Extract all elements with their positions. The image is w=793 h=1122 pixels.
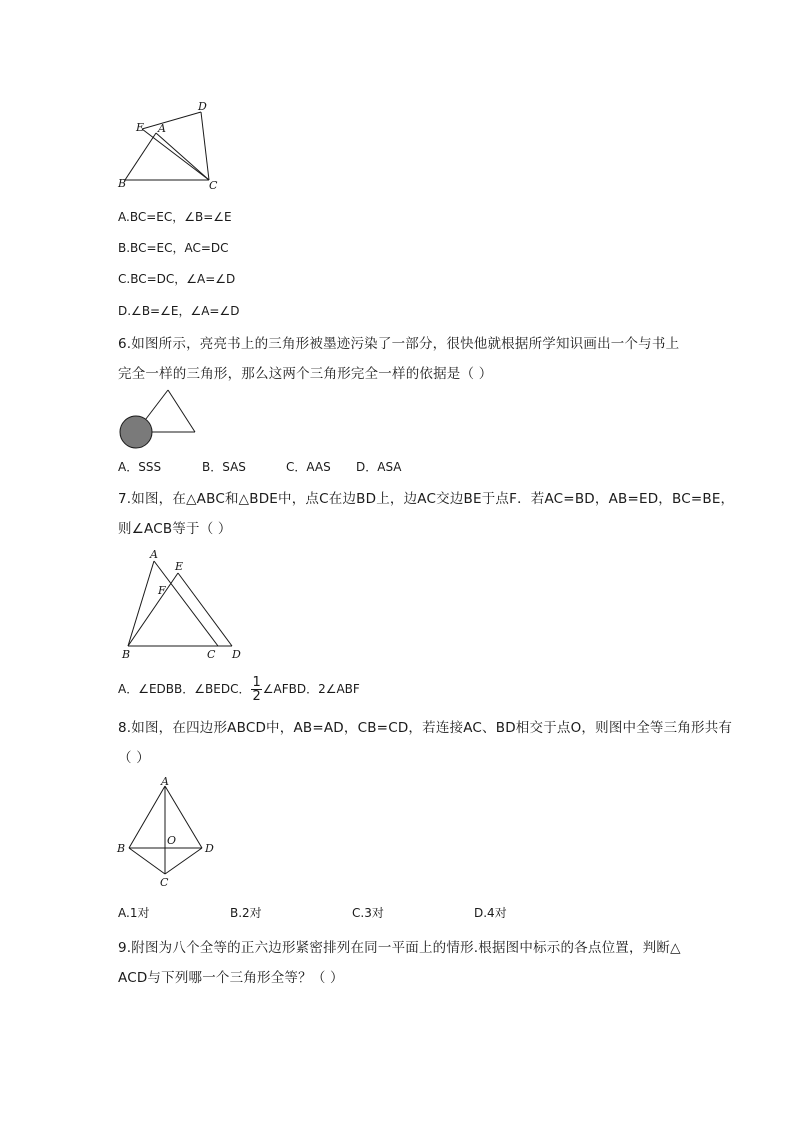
q6-diagram	[116, 384, 206, 450]
q7-fraction	[251, 676, 261, 703]
q7-label-d: D	[232, 648, 241, 661]
q8-label-b: B	[117, 842, 126, 855]
q8-figure	[114, 774, 224, 894]
q5-option-b: B.BC=EC，AC=DC	[118, 241, 229, 255]
q5-label-a: A	[158, 122, 166, 135]
q7-label-b: B	[122, 648, 131, 661]
q6-figure	[116, 384, 206, 450]
q8-diagram	[114, 774, 224, 894]
q8-text-line2: （ ）	[118, 750, 150, 766]
q7-figure	[114, 544, 254, 668]
q7-fraction-denominator: 2	[252, 689, 261, 704]
q6-option-c: C．AAS	[286, 460, 331, 474]
q7-fraction-numerator: 1	[252, 675, 261, 690]
q8-text-line1: 8.如图，在四边形ABCD中，AB=AD，CB=CD，若连接AC、BD相交于点O，则图中全等三角形共有	[118, 720, 733, 736]
q5-diagram	[112, 98, 232, 198]
q5-option-a: A.BC=EC，∠B=∠E	[118, 210, 232, 224]
q7-diagram	[114, 544, 254, 668]
q5-option-c: C.BC=DC，∠A=∠D	[118, 272, 236, 286]
q7-label-c: C	[207, 648, 216, 661]
q8-label-o: O	[167, 834, 177, 847]
q5-figure	[112, 98, 232, 198]
q8-label-c: C	[160, 876, 169, 889]
q7-text-line1: 7.如图，在△ABC和△BDE中，点C在边BD上，边AC交边BE于点F．若AC=BD，AB=ED，BC=BE，	[118, 491, 735, 507]
q7-label-a: A	[150, 548, 158, 561]
q6-option-d: D．ASA	[356, 460, 402, 474]
q5-label-d: D	[198, 100, 207, 113]
q8-option-c: C.3对	[352, 906, 384, 920]
q8-option-b: B.2对	[230, 906, 262, 920]
ink-blot	[120, 416, 152, 448]
q6-options	[118, 458, 402, 475]
q6-option-b: B．SAS	[202, 460, 246, 474]
q6-text-line1: 6.如图所示，亮亮书上的三角形被墨迹污染了一部分，很快他就根据所学知识画出一个与书上	[118, 336, 680, 352]
q7-label-f: F	[158, 584, 166, 597]
q8-option-d: D.4对	[474, 906, 507, 920]
q7-option-suffix: ∠AFBD．2∠ABF	[262, 682, 360, 696]
q8-options	[118, 904, 507, 921]
q8-option-a: A.1对	[118, 906, 150, 920]
q8-label-d: D	[205, 842, 214, 855]
q5-option-d: D.∠B=∠E，∠A=∠D	[118, 304, 240, 318]
q9-text-line2: ACD与下列哪一个三角形全等？（ ）	[118, 970, 344, 986]
q6-text-line2: 完全一样的三角形，那么这两个三角形完全一样的依据是（ ）	[118, 366, 493, 382]
q9-text-line1: 9.附图为八个全等的正六边形紧密排列在同一平面上的情形.根据图中标示的各点位置，判断△	[118, 940, 681, 956]
q7-option-prefix: A．∠EDBB．∠BEDC．	[118, 682, 251, 696]
q5-label-b: B	[118, 177, 127, 190]
q6-option-a: A．SSS	[118, 460, 162, 474]
q8-label-a: A	[161, 775, 169, 788]
q7-label-e: E	[175, 560, 184, 573]
q7-text-line2: 则∠ACB等于（ ）	[118, 521, 232, 537]
q5-label-c: C	[209, 179, 218, 192]
q7-options	[118, 676, 360, 703]
q5-label-e: E	[136, 121, 145, 134]
